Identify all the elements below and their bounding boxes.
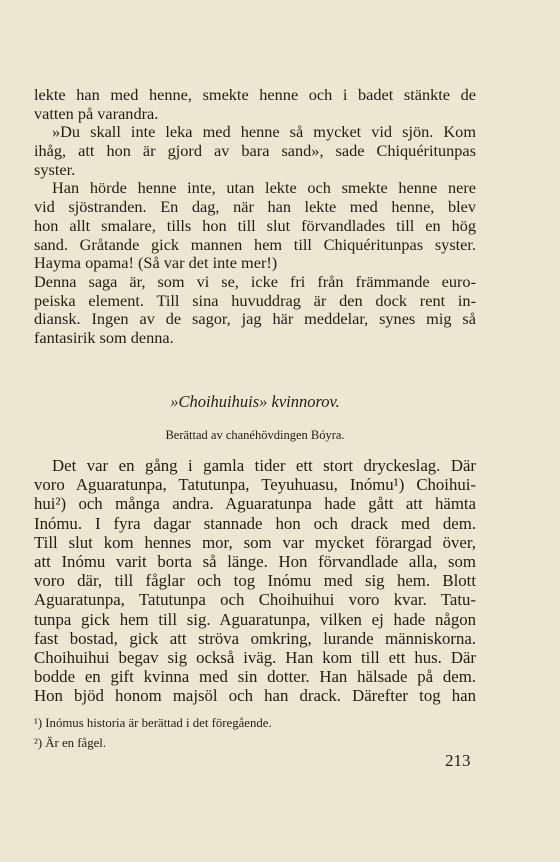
- text-line: Hon bjöd honom majsöl och han drack. Därefter tog han: [34, 686, 476, 706]
- story-title: »Choihuihuis» kvinnorov.: [170, 392, 340, 411]
- text-line: diansk. Ingen av de sagor, jag här meddelar, synes mig så: [34, 310, 476, 329]
- text-line: hon allt smalare, tills hon till slut förvandlades till en hög: [34, 216, 476, 235]
- text-line: Aguaratunpa, Tatutunpa och Choihuihui voro kvar. Tatu-: [34, 590, 476, 610]
- text-line: Denna saga är, som vi se, icke fri från främmande euro-: [34, 272, 476, 291]
- text-line: vatten på varandra.: [34, 104, 159, 123]
- text-line: fast bostad, gick att ströva omkring, lurande människorna.: [34, 628, 476, 648]
- text-line: Hayma opama! (Så var det inte mer!): [34, 254, 278, 273]
- text-line: »Du skall inte leka med henne så mycket vid sjön. Kom: [52, 123, 476, 142]
- text-line: Till slut kom hennes mor, som var mycket förargad över,: [34, 532, 476, 552]
- text-line: Det var en gång i gamla tider ett stort dryckeslag. Där: [52, 456, 476, 475]
- text-line: att Inómu varit borta så länge. Hon förvandlade alla, som: [34, 551, 476, 571]
- story-subtitle: Berättad av chanéhövdingen Bóyra.: [165, 428, 345, 442]
- text-line: hui²) och många andra. Aguaratunpa hade gått att hämta: [34, 494, 476, 514]
- text-line: tunpa gick hem till sig. Aguaratunpa, vilken ej hade någon: [34, 609, 476, 629]
- text-line: vid sjöstranden. En dag, när han lekte med henne, blev: [34, 198, 476, 217]
- text-line: voro där, till fåglar och tog Inómu med sig hem. Blott: [34, 571, 476, 591]
- text-line: sand. Gråtande gick mannen hem till Chiquéritunpas syster.: [34, 235, 476, 254]
- footnote-1: ¹) Inómus historia är berättad i det föregående.: [34, 716, 272, 730]
- page-number: 213: [445, 751, 471, 770]
- text-line: ihåg, att hon är gjord av bara sand», sade Chiquéritunpas: [34, 142, 476, 161]
- text-line: Inómu. I fyra dagar stannade hon och drack med dem.: [34, 513, 476, 533]
- text-line: peiska element. Till sina huvuddrag är den dock rent in-: [34, 291, 476, 310]
- paragraph-block-2: [34, 456, 476, 705]
- text-line: lekte han med henne, smekte henne och i badet stänkte de: [34, 86, 476, 104]
- text-line: syster.: [34, 160, 76, 179]
- text-line: fantasirik som denna.: [34, 328, 174, 347]
- text-line: Choihuihui begav sig också iväg. Han kom till ett hus. Där: [34, 647, 476, 667]
- paragraph-block-1: [34, 86, 476, 348]
- footnote-2: ²) Är en fågel.: [34, 736, 107, 750]
- text-line: Han hörde henne inte, utan lekte och smekte henne nere: [52, 179, 476, 198]
- text-line: voro Aguaratunpa, Tatutunpa, Teyuhuasu, Inómu¹) Choihui-: [34, 475, 476, 495]
- text-line: bodde en gift kvinna med sin dotter. Han hälsade på dem.: [34, 667, 476, 687]
